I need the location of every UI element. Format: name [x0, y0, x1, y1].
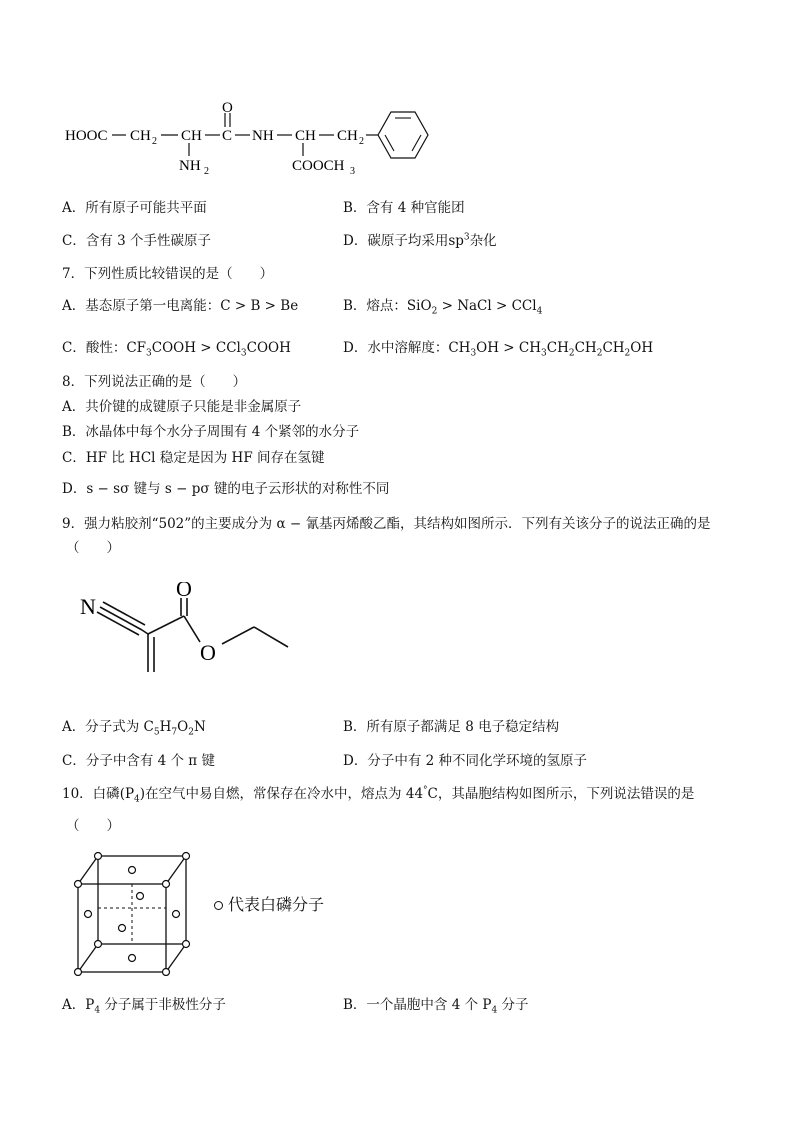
q6-option-a: A．所有原子可能共平面: [62, 200, 207, 216]
q9-option-a: A．分子式为 $C_5H_7O_2N$: [62, 719, 206, 738]
q10-stem-line1: 10．白磷$(P_4)$在空气中易自燃，常保存在冷水中，熔点为 44°C，其晶胞结构如图所示，下列说法错误的是: [62, 785, 695, 805]
q8-option-d: D．s − sσ 键与 s − pσ 键的电子云形状的对称性不同: [62, 481, 390, 497]
atom: [95, 941, 102, 948]
q6-option-c: C．含有 3 个手性碳原子: [62, 233, 212, 249]
label-nh: NH: [252, 128, 274, 144]
label-o-mid: O: [200, 640, 216, 665]
q6-option-d: D．碳原子均采用$sp^3$杂化: [343, 232, 497, 249]
label-ch2-a-sub: 2: [152, 136, 157, 147]
q8-option-a: A．共价键的成键原子只能是非金属原子: [62, 399, 302, 415]
q9-stem-line2: （ ）: [66, 540, 120, 556]
label-n: N: [80, 594, 96, 619]
atom: [183, 941, 190, 948]
label-o: O: [222, 100, 233, 116]
atom: [173, 911, 180, 918]
label-ch-2: CH: [295, 128, 316, 144]
label-nh2: NH: [179, 158, 201, 174]
q9-stem-line1: 9．强力粘胶剂“502”的主要成分为 α − 氰基丙烯酸乙酯，其结构如图所示．下列有关该分子的说法正确的是: [62, 516, 711, 532]
label-hooc: HOOC: [65, 128, 108, 144]
atom: [75, 881, 82, 888]
q7-option-c: C．酸性：$CF_3COOH$ > CCl$_3$COOH: [62, 340, 291, 359]
atom: [137, 893, 144, 900]
q8-option-c: C．HF 比 HCl 稳定是因为 HF 间存在氢键: [62, 450, 325, 466]
q7-option-d: D．水中溶解度：$CH_3OH > CH_3CH_2CH_2CH_2OH$: [343, 340, 654, 359]
label-ch2-a: CH: [130, 128, 151, 144]
atom: [183, 853, 190, 860]
label-c: C: [222, 128, 233, 144]
label-ch2-b: CH: [337, 128, 358, 144]
atom: [129, 955, 136, 962]
label-cooch3-sub: 3: [350, 166, 355, 177]
label-ch-1: CH: [181, 128, 202, 144]
q8-option-b: B．冰晶体中每个水分子周围有 4 个紧邻的水分子: [62, 424, 360, 440]
crystal-cell-diagram: [70, 848, 200, 976]
label-ch2-b-sub: 2: [359, 136, 364, 147]
q10-option-b: B．一个晶胞中含 4 个 $P_4$ 分子: [343, 997, 529, 1016]
q9-option-b: B．所有原子都满足 8 电子稳定结构: [343, 719, 560, 735]
atom: [85, 911, 92, 918]
atom: [129, 867, 136, 874]
label-nh2-sub: 2: [204, 166, 209, 177]
atom: [119, 925, 126, 932]
q9-option-d: D．分子中有 2 种不同化学环境的氢原子: [343, 753, 587, 769]
q8-stem: 8．下列说法正确的是（ ）: [62, 374, 247, 390]
q7-option-b: B．熔点：SiO$_2$ > NaCl > CCl$_4$: [343, 298, 543, 317]
crystal-legend: 代表白磷分子: [214, 892, 324, 915]
legend-circle-icon: [214, 901, 223, 910]
molecule-structure-1: [60, 96, 450, 180]
q9-option-c: C．分子中含有 4 个 π 键: [62, 753, 215, 769]
atom: [163, 969, 170, 976]
atom: [75, 969, 82, 976]
atom: [95, 853, 102, 860]
q10-stem-line2: （ ）: [66, 818, 120, 834]
label-o-top: O: [176, 582, 192, 601]
q6-option-b: B．含有 4 种官能团: [343, 200, 465, 216]
molecule-structure-2: [76, 582, 306, 682]
q7-stem: 7．下列性质比较错误的是（ ）: [62, 266, 274, 282]
q10-option-a: A．$P_4$ 分子属于非极性分子: [62, 997, 226, 1016]
atom: [163, 881, 170, 888]
q7-option-a: A．基态原子第一电离能：C > B > Be: [62, 298, 299, 314]
label-cooch3: COOCH: [292, 158, 345, 174]
